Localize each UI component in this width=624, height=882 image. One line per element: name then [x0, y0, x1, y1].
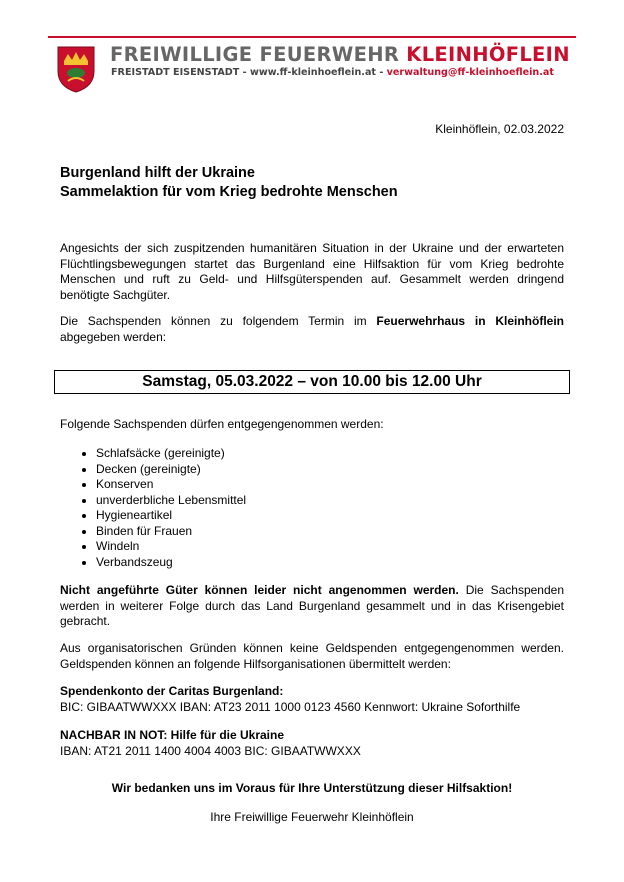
- money-paragraph: Aus organisatorischen Gründen können keine Geldspenden entgegengenommen werden. Geldspenden können an folgende Hilfsorganisationen übermittelt werden:: [60, 641, 564, 671]
- drop-off-paragraph: Die Sachspenden können zu folgendem Termin im Feuerwehrhaus in Kleinhöflein abgegeben werden:: [60, 314, 564, 344]
- document-date: Kleinhöflein, 02.03.2022: [435, 122, 564, 136]
- list-item: • Decken (gereinigte): [96, 462, 246, 478]
- drop-off-location: Feuerwehrhaus in Kleinhöflein: [376, 314, 564, 328]
- caritas-heading: Spendenkonto der Caritas Burgenland:: [60, 684, 284, 698]
- donation-items-list: [78, 446, 246, 570]
- caritas-account: [60, 684, 564, 715]
- list-item: • Windeln: [96, 539, 246, 555]
- intro-paragraph: Angesichts der sich zuspitzenden humanitären Situation in der Ukraine und der erwarteten Flüchtlingsbewegungen startet das Burgenland eine Hilfsaktion für vom Krieg bedrohte Menschen und ruft zu Geld- und Hilfsgüterspenden auf. Gesammelt werden dringend benötigte Sachgüter.: [60, 241, 564, 302]
- organization-name: FREIWILLIGE FEUERWEHR KLEINHÖFLEIN: [110, 43, 570, 66]
- list-item: • unverderbliche Lebensmittel: [96, 493, 246, 509]
- coat-of-arms-icon: [56, 45, 96, 93]
- list-item: • Hygieneartikel: [96, 508, 246, 524]
- organization-subtitle: FREISTADT EISENSTADT - www.ff-kleinhoeflein.at - verwaltung@ff-kleinhoeflein.at: [111, 67, 554, 78]
- nachbar-heading: NACHBAR IN NOT: Hilfe für die Ukraine: [60, 728, 285, 742]
- signature: Ihre Freiwillige Feuerwehr Kleinhöflein: [210, 810, 414, 824]
- header-rule: [48, 36, 576, 38]
- appointment-box: Samstag, 05.03.2022 – von 10.00 bis 12.00 Uhr: [54, 370, 570, 394]
- list-item: • Schlafsäcke (gereinigte): [96, 446, 246, 462]
- document-title: [60, 164, 398, 202]
- title-line-2: Sammelaktion für vom Krieg bedrohte Menschen: [60, 184, 398, 200]
- nachbar-details: IBAN: AT21 2011 1400 4004 4003 BIC: GIBAATWWXXX: [60, 743, 361, 758]
- title-line-1: Burgenland hilft der Ukraine: [60, 165, 255, 181]
- accepted-intro: Folgende Sachspenden dürfen entgegengenommen werden:: [60, 417, 384, 431]
- caritas-details: BIC: GIBAATWWXXX IBAN: AT23 2011 1000 0123 4560 Kennwort: Ukraine Soforthilfe: [60, 699, 521, 714]
- list-item: • Binden für Frauen: [96, 524, 246, 540]
- list-item: • Konserven: [96, 477, 246, 493]
- not-accepted-paragraph: Nicht angeführte Güter können leider nicht angenommen werden. Die Sachspenden werden in weiterer Folge durch das Land Burgenland gesammelt und in das Krisengebiet gebracht.: [60, 583, 564, 628]
- nachbar-account: [60, 728, 564, 759]
- thanks-line: Wir bedanken uns im Voraus für Ihre Unterstützung dieser Hilfsaktion!: [111, 781, 513, 795]
- list-item: • Verbandszeug: [96, 555, 246, 571]
